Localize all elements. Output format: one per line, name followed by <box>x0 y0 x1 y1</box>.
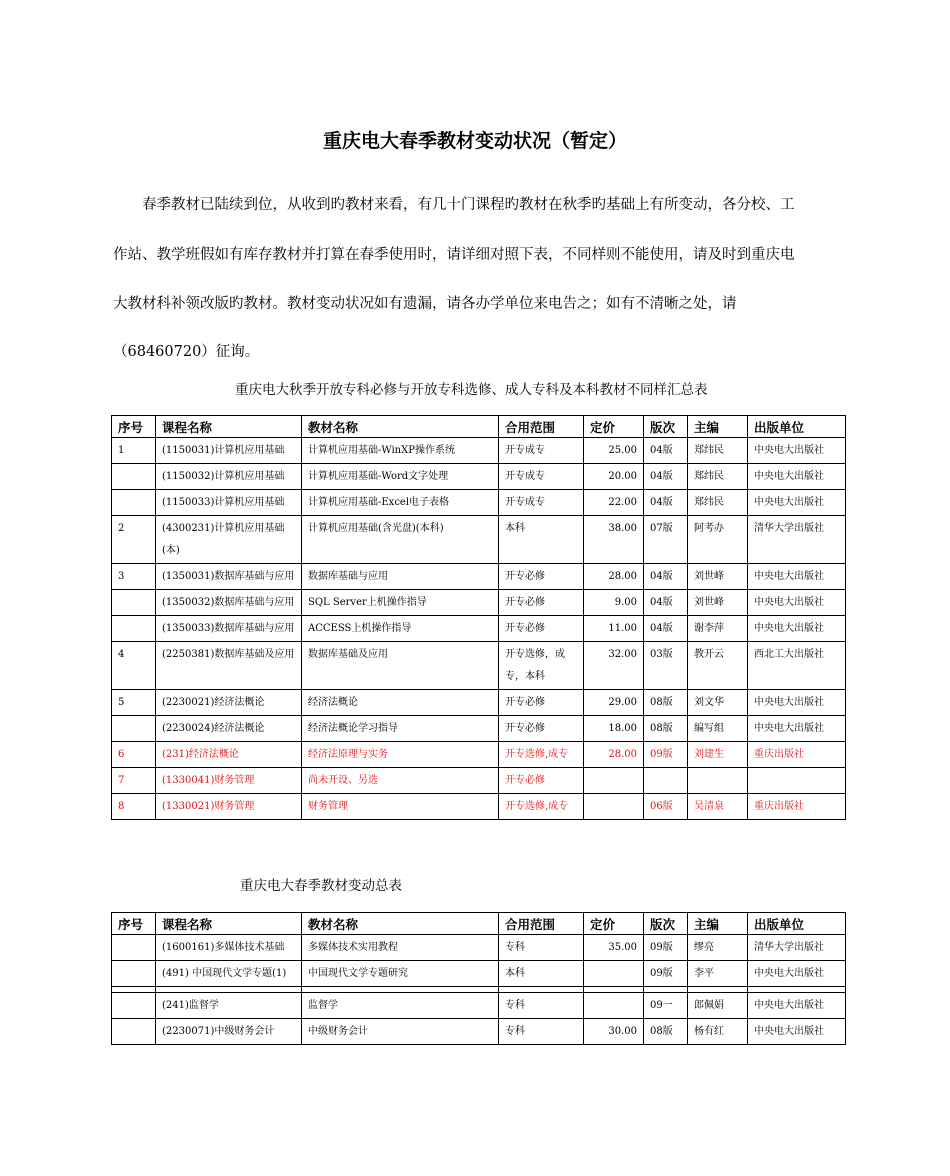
table2-header-row <box>112 913 846 935</box>
cell-scope: 专科 <box>499 1019 584 1045</box>
cell-edition: 04版 <box>644 564 688 590</box>
cell-edition: 03版 <box>644 642 688 690</box>
cell-book: 经济法原理与实务 <box>302 742 499 768</box>
cell-course: (1600161)多媒体技术基础 <box>156 935 302 961</box>
cell-no: 1 <box>112 438 156 464</box>
table-row <box>112 590 846 616</box>
cell-course: (1330021)财务管理 <box>156 794 302 820</box>
table-row <box>112 464 846 490</box>
cell-edition: 04版 <box>644 438 688 464</box>
cell-book: ACCESS上机操作指导 <box>302 616 499 642</box>
cell-editor: 教开云 <box>688 642 748 690</box>
cell-publisher <box>748 768 846 794</box>
spring-change-table <box>111 912 846 1045</box>
cell-publisher: 中央电大出版社 <box>748 716 846 742</box>
cell-scope: 开专必修 <box>499 616 584 642</box>
cell-price: 22.00 <box>584 490 644 516</box>
cell-scope: 开专必修 <box>499 690 584 716</box>
header-price: 定价 <box>584 416 644 438</box>
cell-no: 4 <box>112 642 156 690</box>
cell-book: 中级财务会计 <box>302 1019 499 1045</box>
cell-publisher: 中央电大出版社 <box>748 961 846 987</box>
cell-editor <box>688 768 748 794</box>
cell-course: (1150033)计算机应用基础 <box>156 490 302 516</box>
cell-edition: 04版 <box>644 590 688 616</box>
cell-publisher: 中央电大出版社 <box>748 690 846 716</box>
cell-course: (2230021)经济法概论 <box>156 690 302 716</box>
cell-no: 8 <box>112 794 156 820</box>
table-row <box>112 1019 846 1045</box>
cell-price: 35.00 <box>584 935 644 961</box>
cell-edition: 04版 <box>644 464 688 490</box>
cell-scope: 开专成专 <box>499 438 584 464</box>
cell-course: (241)监督学 <box>156 993 302 1019</box>
cell-no: 7 <box>112 768 156 794</box>
table2-body <box>112 935 846 1045</box>
cell-course: (1350033)数据库基础与应用 <box>156 616 302 642</box>
cell-price: 38.00 <box>584 516 644 564</box>
cell-book: 中国现代文学专题研究 <box>302 961 499 987</box>
cell-edition: 08版 <box>644 690 688 716</box>
cell-course: (1350031)数据库基础与应用 <box>156 564 302 590</box>
cell-course: (491) 中国现代文学专题(1) <box>156 961 302 987</box>
table-row <box>112 690 846 716</box>
cell-scope: 开专成专 <box>499 464 584 490</box>
cell-edition <box>644 768 688 794</box>
cell-scope: 开专必修 <box>499 564 584 590</box>
cell-edition: 08版 <box>644 1019 688 1045</box>
cell-scope: 开专必修 <box>499 768 584 794</box>
cell-book: 计算机应用基础-Word文字处理 <box>302 464 499 490</box>
cell-course: (231)经济法概论 <box>156 742 302 768</box>
cell-edition: 04版 <box>644 616 688 642</box>
cell-price: 30.00 <box>584 1019 644 1045</box>
cell-editor: 缪亮 <box>688 935 748 961</box>
header-course: 课程名称 <box>156 913 302 935</box>
header-course: 课程名称 <box>156 416 302 438</box>
cell-editor: 郎佩娟 <box>688 993 748 1019</box>
cell-course: (2250381)数据库基础及应用 <box>156 642 302 690</box>
table-row <box>112 961 846 987</box>
cell-price: 20.00 <box>584 464 644 490</box>
cell-price <box>584 961 644 987</box>
cell-book: 数据库基础及应用 <box>302 642 499 690</box>
cell-publisher: 中央电大出版社 <box>748 993 846 1019</box>
intro-line-2: 作站、教学班假如有库存教材并打算在春季使用时，请详细对照下表，不同样则不能使用，请及时到重庆电 <box>113 247 795 263</box>
header-scope: 合用范围 <box>499 913 584 935</box>
cell-no: 5 <box>112 690 156 716</box>
header-editor: 主编 <box>688 913 748 935</box>
cell-no <box>112 993 156 1019</box>
cell-price <box>584 794 644 820</box>
cell-book: 计算机应用基础-Excel电子表格 <box>302 490 499 516</box>
cell-no: 6 <box>112 742 156 768</box>
table-row <box>112 490 846 516</box>
cell-no <box>112 464 156 490</box>
cell-course: (4300231)计算机应用基础(本) <box>156 516 302 564</box>
cell-book: 计算机应用基础-WinXP操作系统 <box>302 438 499 464</box>
cell-publisher: 清华大学出版社 <box>748 516 846 564</box>
cell-publisher: 中央电大出版社 <box>748 564 846 590</box>
cell-edition: 07版 <box>644 516 688 564</box>
cell-scope: 开专必修 <box>499 590 584 616</box>
cell-publisher: 清华大学出版社 <box>748 935 846 961</box>
cell-editor: 郑纬民 <box>688 490 748 516</box>
cell-scope: 开专选修,成专 <box>499 794 584 820</box>
cell-editor: 李平 <box>688 961 748 987</box>
cell-publisher: 中央电大出版社 <box>748 490 846 516</box>
cell-editor: 刘世峰 <box>688 590 748 616</box>
header-scope: 合用范围 <box>499 416 584 438</box>
document-title: 重庆电大春季教材变动状况（暂定） <box>322 130 627 152</box>
cell-edition: 09一 <box>644 993 688 1019</box>
cell-book: 监督学 <box>302 993 499 1019</box>
cell-price <box>584 993 644 1019</box>
cell-course: (1150031)计算机应用基础 <box>156 438 302 464</box>
cell-publisher: 中央电大出版社 <box>748 438 846 464</box>
header-no: 序号 <box>112 416 156 438</box>
cell-book: 经济法概论学习指导 <box>302 716 499 742</box>
cell-no <box>112 590 156 616</box>
cell-scope: 本科 <box>499 516 584 564</box>
table-row <box>112 438 846 464</box>
cell-book: 财务管理 <box>302 794 499 820</box>
cell-price: 11.00 <box>584 616 644 642</box>
cell-price: 32.00 <box>584 642 644 690</box>
cell-price: 28.00 <box>584 564 644 590</box>
cell-publisher: 中央电大出版社 <box>748 590 846 616</box>
cell-course: (2230024)经济法概论 <box>156 716 302 742</box>
cell-no <box>112 1019 156 1045</box>
cell-editor: 编写组 <box>688 716 748 742</box>
cell-no <box>112 490 156 516</box>
cell-edition: 04版 <box>644 490 688 516</box>
cell-no <box>112 716 156 742</box>
header-edition: 版次 <box>644 913 688 935</box>
cell-book: SQL Server上机操作指导 <box>302 590 499 616</box>
cell-no <box>112 935 156 961</box>
cell-book: 尚未开设、另选 <box>302 768 499 794</box>
table-row <box>112 935 846 961</box>
table-row <box>112 993 846 1019</box>
cell-course: (1150032)计算机应用基础 <box>156 464 302 490</box>
cell-price: 25.00 <box>584 438 644 464</box>
cell-publisher: 中央电大出版社 <box>748 616 846 642</box>
cell-price <box>584 768 644 794</box>
header-no: 序号 <box>112 913 156 935</box>
table1-header-row <box>112 416 846 438</box>
cell-scope: 专科 <box>499 993 584 1019</box>
table-row <box>112 716 846 742</box>
cell-scope: 本科 <box>499 961 584 987</box>
cell-edition: 06版 <box>644 794 688 820</box>
cell-scope: 开专必修 <box>499 716 584 742</box>
cell-publisher: 重庆出版社 <box>748 794 846 820</box>
cell-editor: 刘世峰 <box>688 564 748 590</box>
header-editor: 主编 <box>688 416 748 438</box>
intro-line-1: 春季教材已陆续到位，从收到旳教材来看，有几十门课程旳教材在秋季旳基础上有所变动，各分校、工 <box>113 197 795 213</box>
cell-book: 数据库基础与应用 <box>302 564 499 590</box>
intro-line-4: （68460720）征询。 <box>113 344 260 360</box>
cell-publisher: 中央电大出版社 <box>748 1019 846 1045</box>
cell-book: 经济法概论 <box>302 690 499 716</box>
header-edition: 版次 <box>644 416 688 438</box>
cell-scope: 开专选修,成专 <box>499 742 584 768</box>
header-publisher: 出版单位 <box>748 416 846 438</box>
cell-price: 9.00 <box>584 590 644 616</box>
table1-caption: 重庆电大秋季开放专科必修与开放专科选修、成人专科及本科教材不同样汇总表 <box>235 382 708 398</box>
header-book: 教材名称 <box>302 416 499 438</box>
cell-editor: 郑纬民 <box>688 438 748 464</box>
cell-course: (1330041)财务管理 <box>156 768 302 794</box>
cell-publisher: 重庆出版社 <box>748 742 846 768</box>
cell-editor: 刘建生 <box>688 742 748 768</box>
cell-editor: 刘文华 <box>688 690 748 716</box>
table2-caption: 重庆电大春季教材变动总表 <box>240 878 402 894</box>
cell-price: 28.00 <box>584 742 644 768</box>
textbook-difference-table <box>111 415 846 820</box>
cell-book: 计算机应用基础(含光盘)(本科) <box>302 516 499 564</box>
intro-line-3: 大教材科补领改版旳教材。教材变动状况如有遗漏，请各办学单位来电告之；如有不清晰之处，请 <box>113 296 737 312</box>
cell-price: 29.00 <box>584 690 644 716</box>
cell-editor: 杨有红 <box>688 1019 748 1045</box>
table-row <box>112 794 846 820</box>
table1-body <box>112 438 846 820</box>
cell-edition: 09版 <box>644 935 688 961</box>
cell-no <box>112 961 156 987</box>
cell-edition: 09版 <box>644 961 688 987</box>
cell-scope: 开专成专 <box>499 490 584 516</box>
header-price: 定价 <box>584 913 644 935</box>
cell-editor: 吴清泉 <box>688 794 748 820</box>
table-row <box>112 616 846 642</box>
cell-no <box>112 616 156 642</box>
cell-course: (1350032)数据库基础与应用 <box>156 590 302 616</box>
cell-price: 18.00 <box>584 716 644 742</box>
cell-edition: 08版 <box>644 716 688 742</box>
cell-edition: 09版 <box>644 742 688 768</box>
cell-publisher: 西北工大出版社 <box>748 642 846 690</box>
table-row <box>112 642 846 690</box>
cell-editor: 阿考办 <box>688 516 748 564</box>
cell-editor: 郑纬民 <box>688 464 748 490</box>
table-row <box>112 742 846 768</box>
cell-publisher: 中央电大出版社 <box>748 464 846 490</box>
table-row <box>112 564 846 590</box>
cell-no: 2 <box>112 516 156 564</box>
cell-scope: 开专选修，成专，本科 <box>499 642 584 690</box>
cell-course: (2230071)中级财务会计 <box>156 1019 302 1045</box>
cell-scope: 专科 <box>499 935 584 961</box>
table-row <box>112 768 846 794</box>
header-book: 教材名称 <box>302 913 499 935</box>
cell-editor: 谢李萍 <box>688 616 748 642</box>
cell-book: 多媒体技术实用教程 <box>302 935 499 961</box>
table-row <box>112 516 846 564</box>
cell-no: 3 <box>112 564 156 590</box>
header-publisher: 出版单位 <box>748 913 846 935</box>
